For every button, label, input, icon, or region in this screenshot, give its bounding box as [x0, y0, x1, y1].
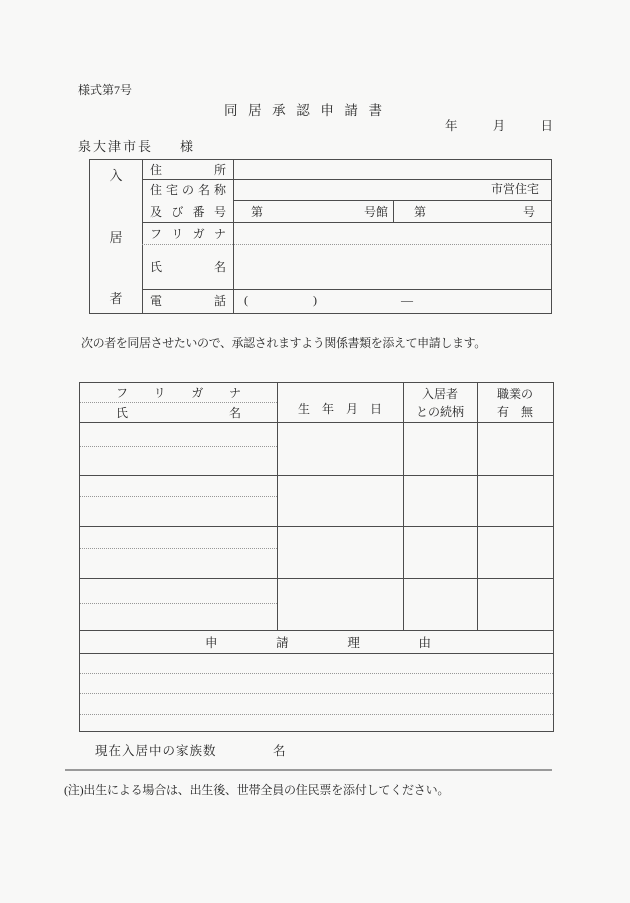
row3-occupation-field[interactable] [477, 526, 553, 578]
header-occupation-line1: 職業の [496, 387, 533, 401]
family-count-label: 現在入居中の家族数 [95, 744, 217, 758]
address-field[interactable] [234, 160, 551, 179]
phone-label: 電 話 [150, 294, 226, 308]
unit-prefix: 第 [414, 204, 427, 219]
row4-occupation-field[interactable] [477, 578, 553, 630]
row3-name-field[interactable] [80, 548, 277, 578]
row1-name-field[interactable] [80, 446, 277, 475]
row4-birthdate-field[interactable] [277, 578, 403, 630]
header-birthdate: 生 年 月 日 [298, 402, 382, 416]
name-field[interactable] [234, 244, 551, 289]
unit-suffix: 号 [522, 204, 535, 219]
note-text: (注)出生による場合は、出生後、世帯全員の住民票を添付してください。 [64, 783, 450, 797]
building-prefix: 第 [251, 204, 264, 219]
reason-line-field[interactable] [84, 673, 549, 693]
reason-header: 申 請 理 由 [205, 635, 431, 650]
phone-close-paren: ) [313, 293, 317, 307]
form-title: 同 居 承 認 申 請 書 [224, 103, 382, 118]
date-line [445, 116, 553, 134]
furigana-label: フ リ ガ ナ [150, 226, 226, 241]
row2-furigana-field[interactable] [80, 475, 277, 496]
row1-relation-field[interactable] [403, 422, 477, 475]
header-relation [403, 383, 477, 422]
header-occupation-line2: 有 無 [496, 405, 533, 419]
addressee-line [78, 136, 193, 155]
furigana-field[interactable] [234, 222, 551, 244]
row3-birthdate-field[interactable] [277, 526, 403, 578]
addressee-honorific: 様 [180, 139, 194, 154]
header-furigana: フ リ ガ ナ [116, 386, 241, 400]
reason-line-field[interactable] [84, 653, 549, 673]
unit-number-field[interactable] [394, 200, 551, 222]
dotted-writing-line [80, 714, 553, 715]
row2-occupation-field[interactable] [477, 475, 553, 526]
applicant-table [89, 159, 552, 314]
row2-birthdate-field[interactable] [277, 475, 403, 526]
phone-field[interactable] [233, 289, 551, 312]
header-occupation [477, 383, 553, 422]
form-number: 様式第7号 [78, 83, 133, 97]
housing-name-label [150, 179, 226, 222]
header-relation-line1: 入居者 [421, 387, 458, 401]
addressee-name: 泉大津市長 [78, 139, 154, 154]
building-suffix: 号館 [363, 204, 388, 219]
family-count-unit: 名 [273, 744, 286, 758]
grid-line [142, 160, 143, 313]
date-day-label: 日 [540, 119, 553, 133]
phone-dash: — [401, 293, 413, 307]
declaration-text: 次の者を同居させたいので、承認されますよう関係書類を添えて申請します。 [81, 336, 486, 350]
housing-name-label-line1: 住 宅 の 名 称 [150, 183, 226, 197]
row1-occupation-field[interactable] [477, 422, 553, 475]
building-number-field[interactable] [233, 200, 394, 222]
row3-furigana-field[interactable] [80, 526, 277, 548]
row1-birthdate-field[interactable] [277, 422, 403, 475]
row4-name-field[interactable] [80, 603, 277, 630]
applicant-side-label: 入 居 者 [109, 168, 123, 306]
row2-name-field[interactable] [80, 496, 277, 526]
name-label: 氏 名 [150, 260, 226, 274]
reason-line-field[interactable] [84, 693, 549, 713]
row1-furigana-field[interactable] [80, 422, 277, 446]
header-name: 氏 名 [116, 405, 241, 420]
row4-relation-field[interactable] [403, 578, 477, 630]
header-relation-line2: との続柄 [415, 405, 464, 419]
phone-open-paren: ( [244, 293, 248, 307]
address-label: 住 所 [150, 163, 226, 177]
row3-relation-field[interactable] [403, 526, 477, 578]
housing-type-label: 市営住宅 [490, 182, 539, 196]
housing-name-label-line2: 及 び 番 号 [150, 205, 226, 219]
household-table [79, 382, 554, 732]
date-year-label: 年 [445, 119, 458, 133]
date-month-label: 月 [492, 119, 506, 133]
row2-relation-field[interactable] [403, 475, 477, 526]
row4-furigana-field[interactable] [80, 578, 277, 603]
horizontal-rule [65, 769, 552, 771]
family-count-field[interactable] [228, 741, 268, 757]
